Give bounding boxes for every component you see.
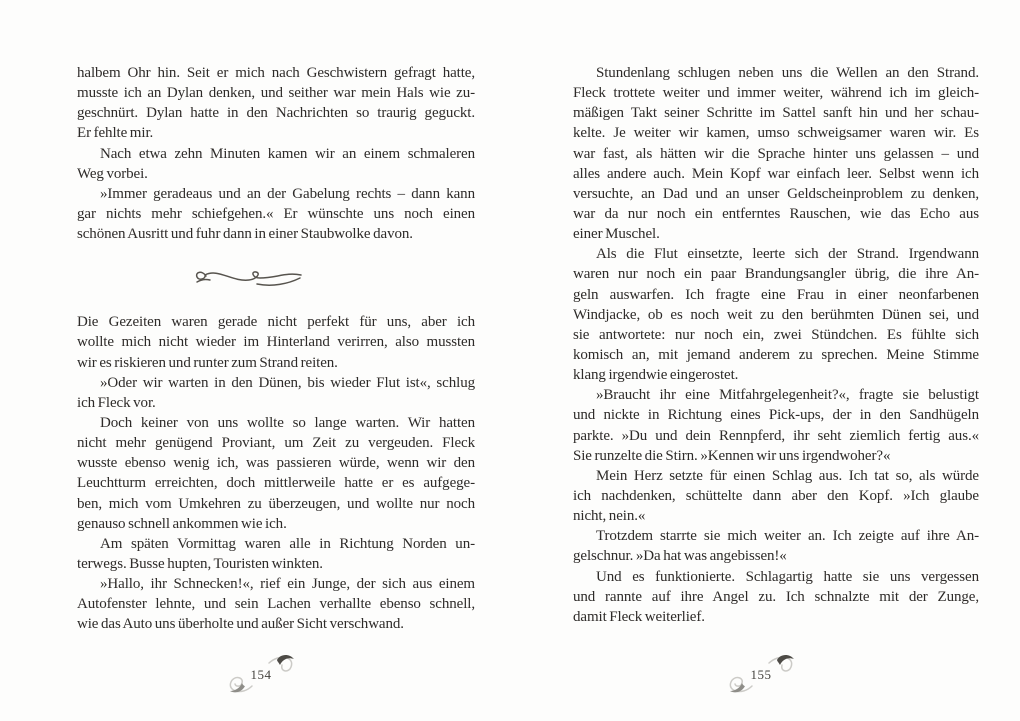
text-line: damit Fleck weiterlief.: [573, 608, 705, 625]
text-line: waren nur noch ein paar Brandungsangler übrig, die ihre An-: [573, 266, 979, 283]
page-left: [77, 63, 475, 713]
text-line: musste ich an Dylan denken, und seither war mein Hals wie zu-: [77, 85, 475, 102]
text-line: wollte mich nicht wieder im Hinterland verirren, also mussten: [77, 334, 475, 351]
page-right-footer: [722, 651, 800, 697]
text-line: gelschnur. »Da hat was angebissen!«: [573, 548, 787, 565]
text-line: Leuchtturm erreichten, doch mittlerweile hatte er es aufgege-: [77, 475, 475, 492]
page-right: [573, 63, 979, 713]
text-line: »Hallo, ihr Schnecken!«, rief ein Junge, der sich aus einem: [100, 576, 475, 593]
text-line: Weg vorbei.: [77, 165, 148, 182]
text-line: und nickte in Richtung eines Pick-ups, der in den Sandhügeln: [573, 407, 979, 424]
text-line: schönen Ausritt und fuhr dann in einer Staubwolke davon.: [77, 226, 413, 243]
page-right-text: [573, 63, 979, 627]
text-line: genauso schnell ankommen wie ich.: [77, 515, 287, 532]
text-line: ich Fleck vor.: [77, 394, 156, 411]
text-line: »Oder wir warten in den Dünen, bis wieder Flut ist«, schlug: [100, 374, 475, 391]
text-line: Nach etwa zehn Minuten kamen wir an einem schmaleren: [100, 145, 475, 162]
text-line: nicht, nein.«: [573, 508, 646, 525]
text-line: komisch an, mit jemand anderem zu sprechen. Meine Stimme: [573, 346, 979, 363]
text-line: ben, mich vom Umkehren zu überzeugen, und wollte nur noch: [77, 495, 475, 512]
text-line: einer Muschel.: [573, 226, 660, 243]
page-left-footer: [222, 651, 300, 697]
text-line: wusste ebenso wenig ich, was passieren würde, wenn wir den: [77, 455, 475, 472]
page-left-text-top: [77, 63, 475, 244]
page-number-right: 155: [750, 667, 772, 682]
text-line: halbem Ohr hin. Seit er mich nach Geschwistern gefragt hatte,: [77, 65, 475, 81]
text-line: nicht mehr genügend Proviant, um Zeit zu vergeuden. Fleck: [77, 435, 475, 452]
text-line: ich nachdenken, schüttelte dann aber den Kopf. »Ich glaube: [573, 487, 979, 504]
page-number-left: 154: [250, 667, 272, 682]
text-line: und rannte auf ihre Angel zu. Ich schnalzte mit der Zunge,: [573, 588, 979, 605]
page-left-text-bottom: [77, 312, 475, 634]
text-line: Die Gezeiten waren gerade nicht perfekt für uns, aber ich: [77, 314, 475, 331]
text-line: sie antwortete: nur noch ein, zwei Stündchen. Es fühlte sich: [573, 326, 979, 343]
text-line: Als die Flut einsetzte, leerte sich der Strand. Irgendwann: [596, 246, 979, 263]
text-line: alles andere auch. Mein Kopf war einfach leer. Selbst wenn ich: [573, 165, 979, 182]
text-line: Autofenster lehnte, und sein Lachen verhallte ebenso schnell,: [77, 596, 475, 613]
text-line: mäßigen Takt seiner Schritte im Sattel sanft hin und her schau-: [573, 105, 979, 122]
text-line: versuchte, an Dad und an unser Geldscheinproblem zu denken,: [573, 185, 979, 202]
text-line: kelte. Je weiter wir kamen, umso schweigsamer waren wir. Es: [573, 125, 979, 142]
text-line: Am späten Vormittag waren alle in Richtung Norden un-: [100, 535, 475, 552]
text-line: Und es funktionierte. Schlagartig hatte sie uns vergessen: [596, 568, 979, 585]
text-line: Doch keiner von uns wollte so lange warten. Wir hatten: [100, 414, 475, 431]
text-line: Stundenlang schlugen neben uns die Wellen an den Strand.: [596, 65, 979, 81]
text-line: geln auswarfen. Ich fragte eine Frau in einer neonfarbenen: [573, 286, 979, 303]
text-line: war fast, als hätten wir die Sprache hinter uns gelassen – und: [573, 145, 979, 162]
calligraphic-divider-icon: [194, 265, 306, 291]
text-line: geschnürt. Dylan hatte in den Nachrichten so traurig geguckt.: [77, 105, 475, 122]
text-line: wie das Auto uns überholte und außer Sicht verschwand.: [77, 616, 404, 633]
text-line: »Immer geradeaus und an der Gabelung rechts – dann kann: [100, 185, 475, 202]
text-line: Trotzdem starrte sie mich weiter an. Ich zeigte auf ihre An-: [596, 528, 979, 545]
text-line: war da nur noch ein entferntes Rauschen, wie das Echo aus: [573, 205, 979, 222]
section-divider: [77, 244, 475, 312]
text-line: terwegs. Busse hupten, Touristen winkten.: [77, 555, 323, 572]
text-line: »Braucht ihr eine Mitfahrgelegenheit?«, fragte sie belustigt: [596, 387, 979, 404]
text-line: Windjacke, ob es noch weit zu den berühmten Dünen sei, und: [573, 306, 979, 323]
text-line: Sie runzelte die Stirn. »Kennen wir uns irgendwoher?«: [573, 447, 891, 464]
text-line: Mein Herz setzte für einen Schlag aus. Ich tat so, als würde: [596, 467, 979, 484]
text-line: wir es riskieren und runter zum Strand reiten.: [77, 354, 338, 371]
text-line: klang irgendwie eingerostet.: [573, 367, 739, 384]
text-line: Fleck trottete weiter und immer weiter, während ich im gleich-: [573, 85, 979, 102]
text-line: gar nichts mehr schiefgehen.« Er wünschte uns noch einen: [77, 205, 475, 222]
text-line: Er fehlte mir.: [77, 125, 154, 142]
text-line: parkte. »Du und dein Rennpferd, ihr seht ziemlich fertig aus.«: [573, 427, 979, 444]
